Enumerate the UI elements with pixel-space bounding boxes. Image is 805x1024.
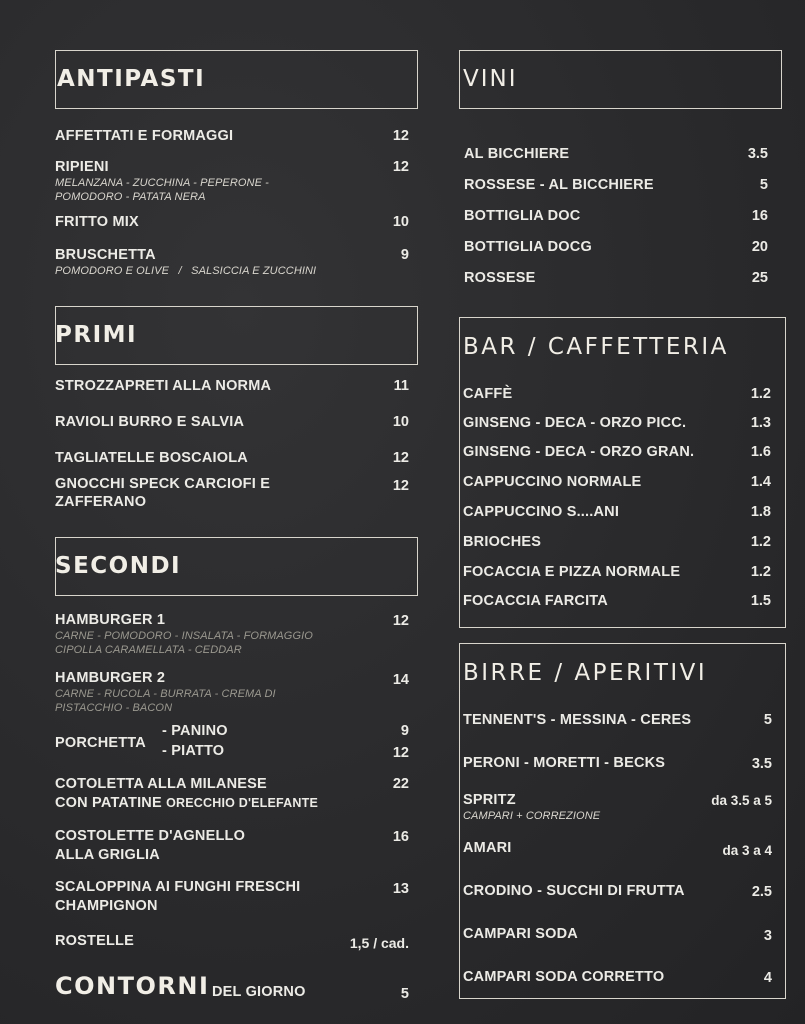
menu-item-price: 14 [392, 672, 409, 688]
menu-item-name-line2: CHAMPIGNON [55, 898, 158, 914]
bar-title: BAR / CAFFETTERIA [463, 334, 729, 360]
menu-item-description: POMODORO E OLIVE / SALSICCIA E ZUCCHINI [55, 265, 317, 277]
menu-item-price: 1.2 [750, 534, 771, 550]
menu-item-price: 5 [763, 712, 772, 728]
menu-item-name: AFFETTATI E FORMAGGI [55, 128, 234, 144]
menu-item-name: PERONI - MORETTI - BECKS [463, 755, 666, 771]
menu-item-price: 12 [392, 450, 409, 466]
menu-item-name-line2: ZAFFERANO [55, 494, 147, 510]
menu-item-name: CRODINO - SUCCHI DI FRUTTA [463, 883, 685, 899]
menu-item-name: AMARI [463, 840, 512, 856]
menu-item-price: 16 [751, 208, 768, 224]
menu-item-price: 3.5 [751, 756, 772, 772]
menu-item-price: 10 [392, 414, 409, 430]
menu-item-name: TENNENT'S - MESSINA - CERES [463, 712, 692, 728]
menu-item-price: 3 [763, 928, 772, 944]
menu-item-name: BOTTIGLIA DOCG [464, 239, 592, 255]
menu-item-name: PORCHETTA [55, 735, 146, 751]
menu-item-name: CAMPARI SODA [463, 926, 578, 942]
contorni-title: CONTORNI [55, 972, 210, 1000]
menu-item-name: BRUSCHETTA [55, 247, 156, 263]
menu-item-price: 2.5 [751, 884, 772, 900]
contorni-price: 5 [400, 986, 409, 1002]
antipasti-title: ANTIPASTI [57, 66, 206, 92]
menu-item-note: ORECCHIO D'ELEFANTE [166, 796, 319, 810]
menu-item-name: BRIOCHES [463, 534, 542, 550]
menu-item-price: 1.3 [750, 415, 771, 431]
menu-item-name: FOCACCIA FARCITA [463, 593, 608, 609]
menu-item-price: 1.8 [750, 504, 771, 520]
menu-item-name: SCALOPPINA AI FUNGHI FRESCHI [55, 879, 301, 895]
menu-item-price: 10 [392, 214, 409, 230]
menu-item-price: 4 [763, 970, 772, 986]
menu-item-price: 5 [759, 177, 768, 193]
menu-item-price: 1.5 [750, 593, 771, 609]
menu-item-price: 1.2 [750, 564, 771, 580]
menu-item-name: TAGLIATELLE BOSCAIOLA [55, 450, 248, 466]
menu-item-price: 1.2 [750, 386, 771, 402]
menu-item-price: 12 [392, 128, 409, 144]
menu-item-price: 25 [751, 270, 768, 286]
menu-item-price: 12 [392, 478, 409, 494]
menu-item-price: 13 [392, 881, 409, 897]
menu-item-price: 12 [392, 159, 409, 175]
menu-item-name-line2-text: CON PATATINE [55, 795, 162, 811]
menu-item-price: 12 [392, 745, 409, 761]
menu-item-description: CAMPARI + CORREZIONE [463, 810, 601, 822]
menu-item-name: FOCACCIA E PIZZA NORMALE [463, 564, 681, 580]
primi-title: PRIMI [55, 322, 138, 348]
menu-item-name: GINSENG - DECA - ORZO PICC. [463, 415, 687, 431]
menu-item-name: COTOLETTA ALLA MILANESE [55, 776, 267, 792]
menu-item-name-line2: ALLA GRIGLIA [55, 847, 160, 863]
menu-item-description: POMODORO - PATATA NERA [55, 191, 206, 203]
menu-item-price: 3.5 [747, 146, 768, 162]
menu-item-option: - PANINO [162, 723, 228, 739]
menu-item-name: GNOCCHI SPECK CARCIOFI E [55, 476, 271, 492]
bar-section-box [459, 317, 786, 628]
menu-item-name: ROSSESE - AL BICCHIERE [464, 177, 654, 193]
menu-item-price: 20 [751, 239, 768, 255]
secondi-title: SECONDI [55, 553, 182, 579]
menu-item-name: FRITTO MIX [55, 214, 139, 230]
menu-item-name: HAMBURGER 1 [55, 612, 166, 628]
menu-item-price: 11 [393, 378, 409, 394]
menu-item-name: ROSTELLE [55, 933, 134, 949]
menu-item-price: 9 [400, 723, 409, 739]
vini-title: VINI [463, 66, 518, 92]
menu-item-name: COSTOLETTE D'AGNELLO [55, 828, 246, 844]
menu-item-name: STROZZAPRETI ALLA NORMA [55, 378, 272, 394]
menu-item-price: 16 [392, 829, 409, 845]
menu-item-description: PISTACCHIO - BACON [55, 702, 173, 714]
menu-item-name: HAMBURGER 2 [55, 670, 166, 686]
menu-item-name: RIPIENI [55, 159, 109, 175]
menu-item-name: AL BICCHIERE [464, 146, 570, 162]
menu-item-price: 1.4 [750, 474, 771, 490]
menu-item-name: CAMPARI SODA CORRETTO [463, 969, 665, 985]
menu-item-name: SPRITZ [463, 792, 516, 808]
menu-item-name: CAFFÈ [463, 386, 513, 402]
menu-item-description: MELANZANA - ZUCCHINA - PEPERONE - [55, 177, 269, 189]
menu-item-name: GINSENG - DECA - ORZO GRAN. [463, 444, 695, 460]
menu-item-price: 22 [392, 776, 409, 792]
menu-item-option: - PIATTO [162, 743, 225, 759]
menu-item-name: ROSSESE [464, 270, 536, 286]
menu-item-description: CARNE - POMODORO - INSALATA - FORMAGGIO [55, 630, 313, 642]
menu-item-name: BOTTIGLIA DOC [464, 208, 581, 224]
menu-item-price: 12 [392, 613, 409, 629]
menu-item-name: CAPPUCCINO NORMALE [463, 474, 642, 490]
menu-item-price: 9 [400, 247, 409, 263]
menu-item-description: CARNE - RUCOLA - BURRATA - CREMA DI [55, 688, 276, 700]
menu-item-price: 1,5 / cad. [349, 935, 409, 951]
menu-item-price: 1.6 [750, 444, 771, 460]
menu-item-name: CAPPUCCINO S....ANI [463, 504, 620, 520]
menu-item-name-line2 [55, 795, 318, 811]
menu-item-name: RAVIOLI BURRO E SALVIA [55, 414, 245, 430]
contorni-subtitle: DEL GIORNO [212, 984, 306, 1000]
menu-item-price: da 3.5 a 5 [711, 793, 772, 808]
menu-item-price: da 3 a 4 [722, 843, 772, 858]
birre-title: BIRRE / APERITIVI [463, 660, 708, 686]
menu-item-description: CIPOLLA CARAMELLATA - CEDDAR [55, 644, 242, 656]
